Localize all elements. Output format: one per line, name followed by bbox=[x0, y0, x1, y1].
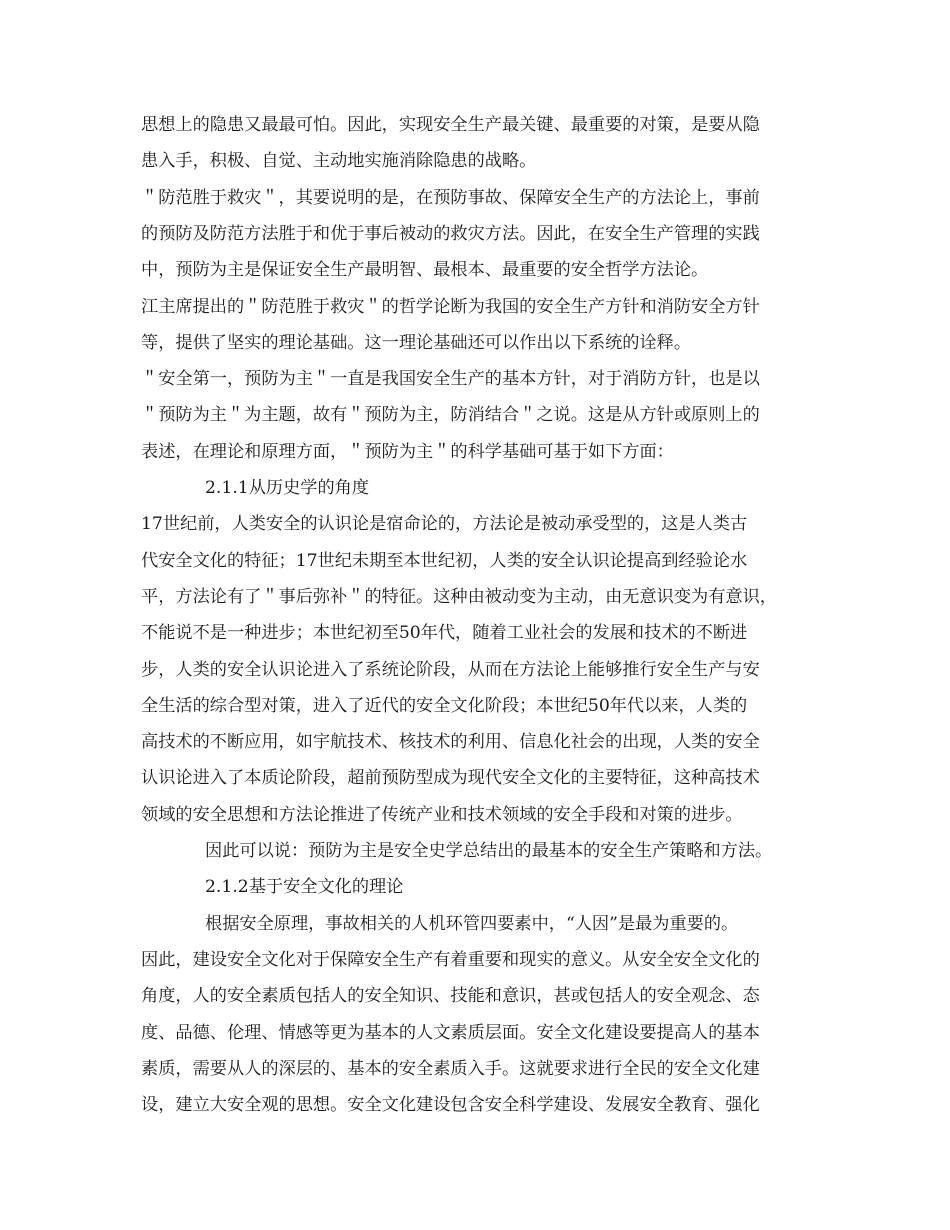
text-line: 江主席提出的＂防范胜于救灾＂的哲学论断为我国的安全生产方针和消防安全方针 bbox=[141, 296, 760, 317]
text-line: ＂防范胜于救灾＂，其要说明的是，在预防事故、保障安全生产的方法论上，事前 bbox=[141, 187, 760, 208]
text-line: 角度，人的安全素质包括人的安全知识、技能和意识，甚或包括人的安全观念、态 bbox=[141, 986, 760, 1007]
text-line: 中，预防为主是保证安全生产最明智、最根本、最重要的安全哲学方法论。 bbox=[141, 260, 709, 281]
text-line: 表述，在理论和原理方面，＂预防为主＂的科学基础可基于如下方面： bbox=[141, 441, 674, 462]
text-line: 17世纪前，人类安全的认识论是宿命论的，方法论是被动承受型的，这是人类古 bbox=[141, 514, 748, 535]
text-line: 等，提供了坚实的理论基础。这一理论基础还可以作出以下系统的诠释。 bbox=[141, 332, 692, 353]
text-line: 素质，需要从人的深层的、基本的安全素质入手。这就要求进行全民的安全文化建 bbox=[141, 1058, 760, 1079]
text-line: 根据安全原理，事故相关的人机环管四要素中，“人因”是最为重要的。 bbox=[205, 913, 739, 934]
text-line: 2.1.2基于安全文化的理论 bbox=[205, 877, 404, 898]
text-line: 设，建立大安全观的思想。安全文化建设包含安全科学建设、发展安全教育、强化 bbox=[141, 1095, 760, 1116]
text-line: 平，方法论有了＂事后弥补＂的特征。这种由被动变为主动，由无意识变为有意识， bbox=[141, 586, 777, 607]
text-line: 因此可以说：预防为主是安全史学总结出的最基本的安全生产策略和方法。 bbox=[205, 841, 773, 861]
text-line: 不能说不是一种进步；本世纪初至50年代，随着工业社会的发展和技术的不断进 bbox=[141, 623, 748, 644]
text-line: ＂预防为主＂为主题，故有＂预防为主，防消结合＂之说。这是从方针或原则上的 bbox=[141, 405, 760, 426]
text-line: ＂安全第一，预防为主＂一直是我国安全生产的基本方针，对于消防方针，也是以 bbox=[141, 369, 760, 390]
text-line: 领域的安全思想和方法论推进了传统产业和技术领域的安全手段和对策的进步。 bbox=[141, 804, 743, 825]
text-line: 因此，建设安全文化对于保障安全生产有着重要和现实的意义。从安全安全文化的 bbox=[141, 949, 760, 970]
text-line: 步，人类的安全认识论进入了系统论阶段，从而在方法论上能够推行安全生产与安 bbox=[141, 659, 760, 680]
text-line: 度、品德、伦理、情感等更为基本的人文素质层面。安全文化建设要提高人的基本 bbox=[141, 1022, 760, 1043]
text-line: 全生活的综合型对策，进入了近代的安全文化阶段；本世纪50年代以来，人类的 bbox=[141, 695, 748, 716]
text-line: 代安全文化的特征；17世纪未期至本世纪初，人类的安全认识论提高到经验论水 bbox=[141, 550, 748, 571]
text-line: 认识论进入了本质论阶段，超前预防型成为现代安全文化的主要特征，这种高技术 bbox=[141, 768, 760, 789]
text-line: 的预防及防范方法胜于和优于事后被动的救灾方法。因此，在安全生产管理的实践 bbox=[141, 223, 760, 244]
text-line: 思想上的隐患又最最可怕。因此，实现安全生产最关键、最重要的对策，是要从隐 bbox=[141, 115, 760, 135]
text-line: 高技术的不断应用，如宇航技术、核技术的利用、信息化社会的出现，人类的安全 bbox=[141, 732, 760, 753]
text-line: 患入手，积极、自觉、主动地实施消除隐患的战略。 bbox=[141, 151, 537, 172]
text-line: 2.1.1从历史学的角度 bbox=[205, 478, 370, 498]
